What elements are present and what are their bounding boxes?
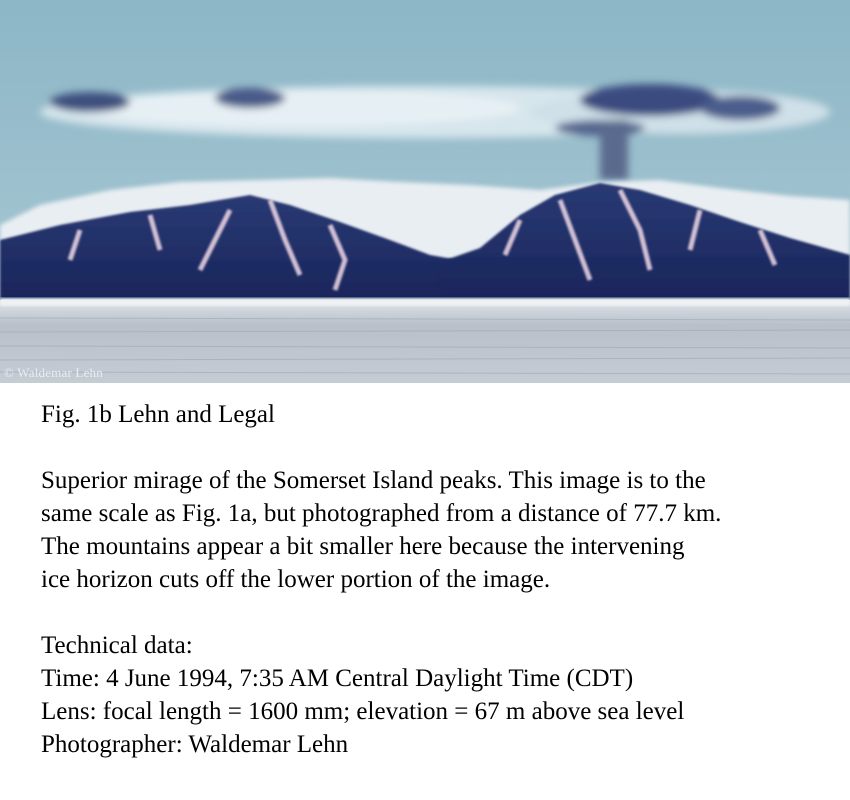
description-paragraph <box>41 464 841 596</box>
technical-line-photographer: Photographer: Waldemar Lehn <box>41 731 349 758</box>
figure-label: Fig. 1b Lehn and Legal <box>41 401 275 428</box>
mirage-photo-drawing <box>0 0 850 383</box>
technical-data <box>41 629 841 761</box>
description-line: The mountains appear a bit smaller here because the intervening <box>41 533 685 560</box>
technical-line-time: Time: 4 June 1994, 7:35 AM Central Daylight Time (CDT) <box>41 665 634 692</box>
description-line: ice horizon cuts off the lower portion of the image. <box>41 566 551 593</box>
figure-caption <box>41 398 841 761</box>
mirage-photograph <box>0 0 850 383</box>
photo-credit: © Waldemar Lehn <box>4 365 103 380</box>
technical-line-lens: Lens: focal length = 1600 mm; elevation = 67 m above sea level <box>41 698 685 725</box>
ice-edge <box>0 298 850 306</box>
description-line: same scale as Fig. 1a, but photographed from a distance of 77.7 km. <box>41 500 722 527</box>
technical-heading: Technical data: <box>41 632 193 659</box>
ice-horizon <box>0 300 850 383</box>
description-line: Superior mirage of the Somerset Island peaks. This image is to the <box>41 467 706 494</box>
